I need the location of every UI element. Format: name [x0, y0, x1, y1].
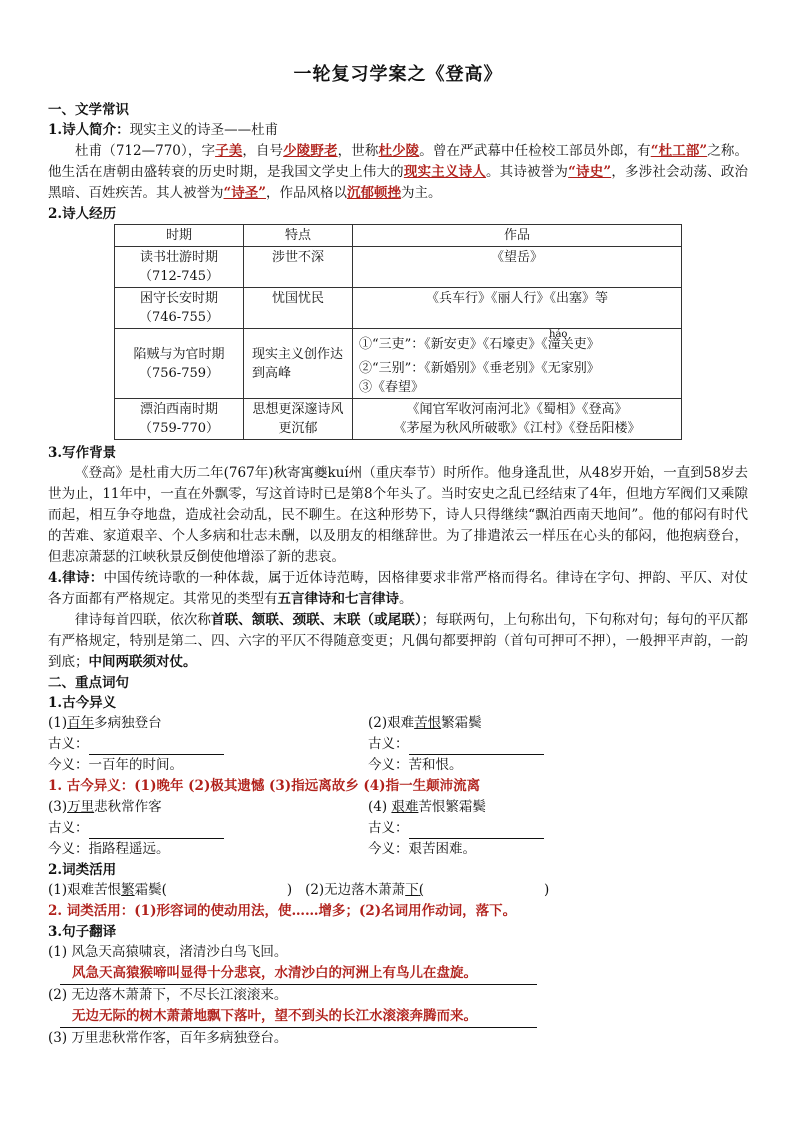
table-header: 特点 — [244, 225, 353, 247]
table-row: 困守长安时期 （746-755） 忧国忧民 《兵车行》《丽人行》《出塞》等 — [115, 288, 682, 329]
subheading-gujin: 1.古今异义 — [48, 695, 117, 711]
experience-table — [114, 224, 682, 440]
table-row: 读书壮游时期 （712-745） 涉世不深 《望岳》 — [115, 247, 682, 288]
translation-question: (1) 风急天高猿啸哀，渚清沙白鸟飞回。 — [48, 944, 288, 960]
keyword-shishi: “诗史” — [568, 164, 612, 180]
answer-gujin: 1. 古今异义：(1)晚年 (2)极其遗憾 (3)指远离故乡 (4)指一生颠沛流离 — [48, 778, 481, 794]
translation-question: (2) 无边落木萧萧下，不尽长江滚滚来。 — [48, 987, 288, 1003]
answer-blank[interactable] — [409, 824, 544, 839]
subheading-background: 3.写作背景 — [48, 445, 117, 461]
document-page: 一轮复习学案之《登高》 一、文学常识 1.诗人简介：现实主义的诗圣——杜甫 杜甫（712—770），字子美，自号少陵野老，世称杜少陵。曾在严武幕中任检校工部员外郎，有“杜工部”之称。他生活在唐朝由盛转衰的历史时期，是我国文学史上伟大的现实主义诗人。其诗被誉为“诗史”，多涉社会动荡、政治黑暗、百姓疾苦。其人被誉为“诗圣”，作品风格以沉郁顿挫为主。 2.诗人经历 时期 特点 作品 读书壮游时期 （712-745） 涉世不深 《望岳》 困守长安时期 （746-755） 忧国忧民 《兵车行》《丽人行》《出塞》等 陷贼与为官时期 （756-759） 现实主义创作达到高峰 háo ①“三吏”：《新安吏》《石壕吏》《潼关吏》 ②“三别”：《新婚别》《垂老别》《无家别》 ③《春望》 漂泊西南时期 （759-770） 思想更深邃诗风更沉郁 《闻官军收河南河北》《蜀相》《登高》 《茅屋为秋风所破歌》《江村》《登岳阳楼》 3.写作背景 《登高》是杜甫大历二年(767年)秋寄寓夔kuí州（重庆奉节）时所作。他身逢乱世，从48岁开始，一直到58岁去世为止，11年中，一直在外飘零，写这首诗时已是第8个年头了。当时安史之乱已经结束了4年，但地方军阀们又乘隙而起，相互争夺地盘，造成社会动乱，民不聊生。在这种形势下，诗人只得继续“飘泊西南天地间”。他的郁闷有时代的苦难、家道艰辛、个人多病和壮志未酬，以及朋友的相继辞世。为了排遣浓云一样压在心头的郁闷，他抱病登台，但悲凉萧瑟的江峡秋景反倒使他增添了新的悲哀。 4.律诗：中国传统诗歌的一种体裁，属于近体诗范畴，因格律要求非常严格而得名。律诗在字句、押韵、平仄、对仗各方面都有严格规定。其常见的类型有五言律诗和七言律诗。 律诗每首四联，依次称首联、颔联、颈联、末联（或尾联）；每联两句，上句称出句，下句称对句；每句的平仄都有严格规定，特别是第二、四、六字的平仄不得随意变更；凡偶句都要押韵（首句可押可不押），一般押平声韵，一韵到底；中间两联须对仗。 二、重点词句 1.古今异义 (1)百年多病独登台 (2)艰难苦恨繁霜鬓 古义： 古义： 今义：一百年的时间。 今义：苦和恨。 1. 古今异义：(1)晚年 (2)极其遗憾 (3)指远离故乡 (4)指一生颠沛流离 (3)万里悲秋常作客 (4) 艰难苦恨繁霜鬓 古义： 古义： 今义：指路程遥远。 今义：艰苦困难。 2.词类活用 (1)艰难苦恨繁霜鬓( ) (2)无边落木萧萧下( ) 2. 词类活用：(1)形容词的使动用法，使……增多；(2)名词用作动词，落下。 3.句子翻译 (1) 风急天高猿啸哀，渚清沙白鸟飞回。 风急天高猿猴啼叫显得十分悲哀，水清沙白的河洲上有鸟儿在盘旋。 (2) 无边落木萧萧下，不尽长江滚滚来。 无边无际的树木萧萧地飘下落叶，望不到头的长江水滚滚奔腾而来。 (3) 万里悲秋常作客，百年多病独登台。 — [48, 60, 748, 1049]
keyword-shaoling: 少陵野老 — [283, 143, 338, 159]
answer-blank[interactable] — [89, 740, 224, 755]
section-heading-keywords: 二、重点词句 — [48, 675, 129, 691]
answer-blank[interactable] — [409, 740, 544, 755]
lushi-paragraph-2: 律诗每首四联，依次称首联、颔联、颈联、末联（或尾联）；每联两句，上句称出句，下句称对句；每句的平仄都有严格规定，特别是第二、四、六字的平仄不得随意变更；凡偶句都要押韵（首句可押可不押），一般押平声韵，一韵到底；中间两联须对仗。 — [48, 612, 749, 670]
section-heading-literary: 一、文学常识 — [48, 102, 129, 118]
answer-blank[interactable] — [89, 824, 224, 839]
subheading-huoyong: 2.词类活用 — [48, 862, 117, 878]
translation-question: (3) 万里悲秋常作客，百年多病独登台。 — [48, 1030, 288, 1046]
gujin-row-2: (3)万里悲秋常作客 (4) 艰难苦恨繁霜鬓 — [48, 799, 486, 815]
table-row: 漂泊西南时期 （759-770） 思想更深邃诗风更沉郁 《闻官军收河南河北》《蜀相》《登高》 《茅屋为秋风所破歌》《江村》《登岳阳楼》 — [115, 399, 682, 440]
translation-answer: 无边无际的树木萧萧地飘下落叶，望不到头的长江水滚滚奔腾而来。 — [60, 1006, 537, 1028]
table-header: 作品 — [353, 225, 682, 247]
answer-huoyong: 2. 词类活用：(1)形容词的使动用法，使……增多；(2)名词用作动词，落下。 — [48, 903, 517, 919]
keyword-realist: 现实主义诗人 — [403, 164, 486, 180]
gujin-row-1: (1)百年多病独登台 (2)艰难苦恨繁霜鬓 — [48, 715, 482, 731]
keyword-dushaoling: 杜少陵 — [378, 143, 420, 159]
subheading-experience: 2.诗人经历 — [48, 206, 117, 222]
keyword-zimei: 子美 — [215, 143, 243, 159]
poet-bio-paragraph: 杜甫（712—770），字子美，自号少陵野老，世称杜少陵。曾在严武幕中任检校工部员外郎，有“杜工部”之称。他生活在唐朝由盛转衰的历史时期，是我国文学史上伟大的现实主义诗人。其诗被誉为“诗史”，多涉社会动荡、政治黑暗、百姓疾苦。其人被誉为“诗圣”，作品风格以沉郁顿挫为主。 — [48, 143, 749, 201]
poet-intro-text: 现实主义的诗圣——杜甫 — [129, 122, 279, 138]
subheading-translation: 3.句子翻译 — [48, 924, 117, 940]
background-paragraph: 《登高》是杜甫大历二年(767年)秋寄寓夔kuí州（重庆奉节）时所作。他身逢乱世，从48岁开始，一直到58岁去世为止，11年中，一直在外飘零，写这首诗时已是第8个年头了。当时安史之乱已经结束了4年，但地方军阀们又乘隙而起，相互争夺地盘，造成社会动乱，民不聊生。在这种形势下，诗人只得继续“飘泊西南天地间”。他的郁闷有时代的苦难、家道艰辛、个人多病和壮志未酬，以及朋友的相继辞世。为了排遣浓云一样压在心头的郁闷，他抱病登台，但悲凉萧瑟的江峡秋景反倒使他增添了新的悲哀。 — [48, 465, 748, 565]
keyword-style: 沉郁顿挫 — [347, 185, 402, 201]
table-row: 陷贼与为官时期 （756-759） 现实主义创作达到高峰 háo ①“三吏”：《新安吏》《石壕吏》《潼关吏》 ②“三别”：《新婚别》《垂老别》《无家别》 ③《春望》 — [115, 329, 682, 399]
huoyong-questions: (1)艰难苦恨繁霜鬓( ) (2)无边落木萧萧下( ) — [48, 882, 550, 898]
subheading-poet-intro: 1.诗人简介： — [48, 122, 130, 138]
translation-answer: 风急天高猿猴啼叫显得十分悲哀，水清沙白的河洲上有鸟儿在盘旋。 — [60, 963, 537, 985]
lushi-paragraph: 4.律诗：中国传统诗歌的一种体裁，属于近体诗范畴，因格律要求非常严格而得名。律诗在字句、押韵、平仄、对仗各方面都有严格规定。其常见的类型有五言律诗和七言律诗。 — [48, 570, 749, 607]
table-header: 时期 — [115, 225, 244, 247]
keyword-shisheng: “诗圣” — [223, 185, 267, 201]
page-title: 一轮复习学案之《登高》 — [293, 64, 503, 85]
pinyin-hao: háo — [549, 329, 568, 340]
keyword-dugongbu: “杜工部” — [650, 143, 708, 159]
